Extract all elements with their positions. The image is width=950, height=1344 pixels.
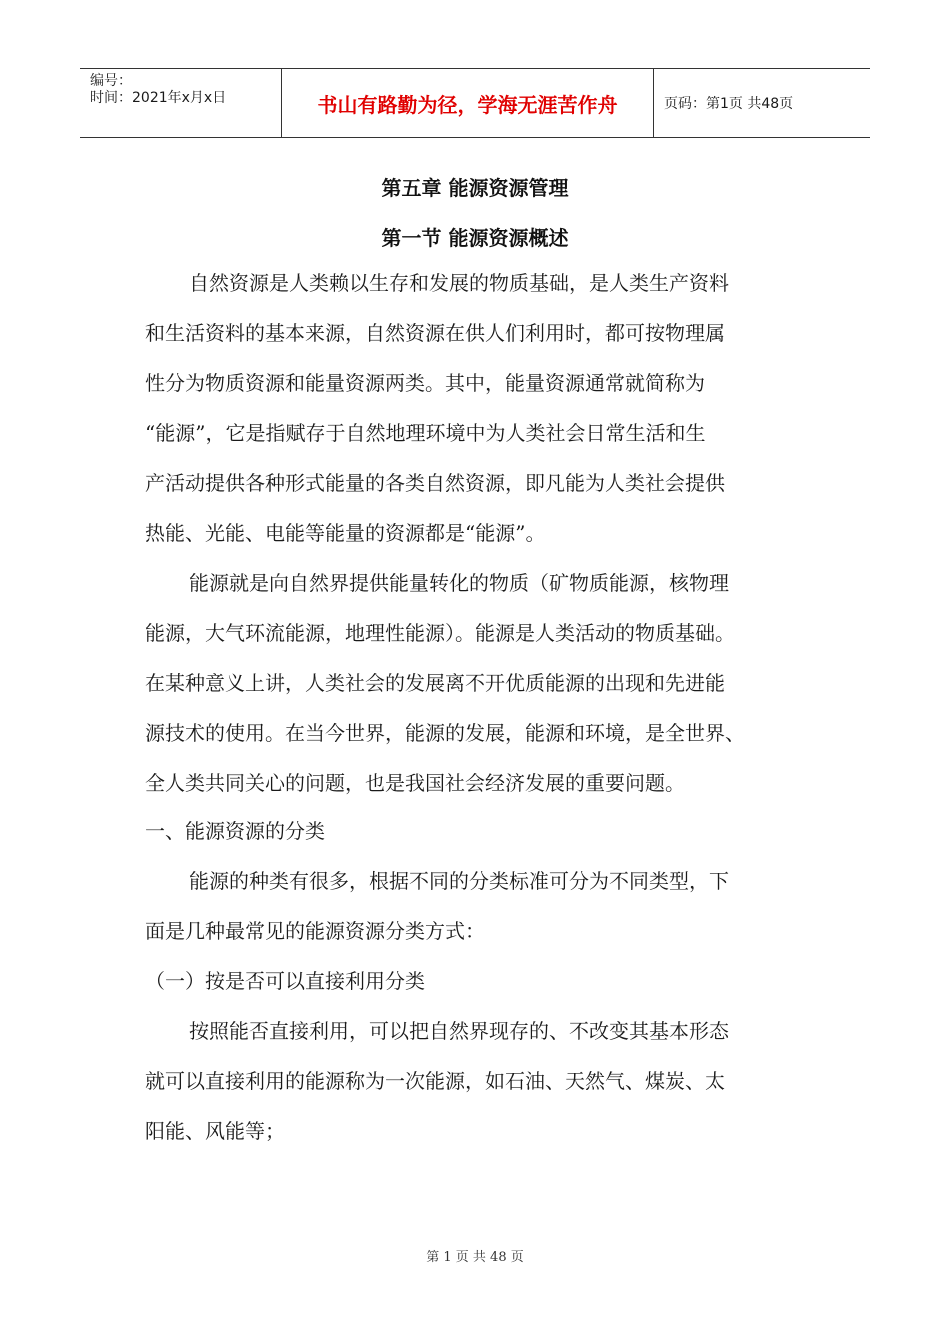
section-title: 第一节 能源资源概述	[381, 226, 569, 250]
paragraph-4	[145, 1006, 835, 1156]
paragraph-line: 产活动提供各种形式能量的各类自然资源，即凡能为人类社会提供	[145, 471, 725, 495]
heading-direct-use	[145, 956, 835, 1006]
header-motto: 书山有路勤为径，学海无涯苦作舟	[282, 69, 654, 137]
paragraph-line: 性分为物质资源和能量资源两类。其中，能量资源通常就简称为	[145, 371, 705, 395]
chapter-title: 第五章 能源资源管理	[381, 176, 569, 200]
paragraph-line: 和生活资料的基本来源，自然资源在供人们利用时，都可按物理属	[145, 321, 725, 345]
paragraph-line: 自然资源是人类赖以生存和发展的物质基础，是人类生产资料	[189, 271, 729, 295]
paragraph-line: 能源的种类有很多，根据不同的分类标准可分为不同类型，下	[189, 869, 729, 893]
page-footer: 第 1 页 共 48 页	[426, 1250, 524, 1265]
paragraph-3	[145, 856, 835, 956]
page-header	[80, 68, 870, 138]
paragraph-line: 阳能、风能等；	[145, 1119, 285, 1143]
paragraph-line: 就可以直接利用的能源称为一次能源，如石油、天然气、煤炭、太	[145, 1069, 725, 1093]
section-heading: 一、能源资源的分类	[145, 819, 325, 843]
paragraph-1	[145, 258, 835, 558]
paragraph-line: 面是几种最常见的能源资源分类方式：	[145, 919, 485, 943]
serial-label: 编号：	[90, 73, 132, 89]
paragraph-line: 全人类共同关心的问题，也是我国社会经济发展的重要问题。	[145, 771, 685, 795]
paragraph-line: 源技术的使用。在当今世界，能源的发展，能源和环境，是全世界、	[145, 721, 745, 745]
paragraph-line: 热能、光能、电能等能量的资源都是“能源”。	[145, 521, 546, 545]
header-meta	[80, 69, 282, 137]
paragraph-line: 在某种意义上讲，人类社会的发展离不开优质能源的出现和先进能	[145, 671, 725, 695]
header-page-label: 页码：第1页 共48页	[664, 96, 794, 112]
paragraph-line: “能源”，它是指赋存于自然地理环境中为人类社会日常生活和生	[145, 421, 706, 445]
heading-classification	[145, 806, 835, 856]
paragraph-line: 能源，大气环流能源，地理性能源）。能源是人类活动的物质基础。	[145, 621, 735, 645]
subsection-heading: （一）按是否可以直接利用分类	[145, 969, 425, 993]
paragraph-2	[145, 558, 835, 808]
paragraph-line: 按照能否直接利用，可以把自然界现存的、不改变其基本形态	[189, 1019, 729, 1043]
date-label: 时间：2021年x月x日	[90, 90, 227, 106]
paragraph-line: 能源就是向自然界提供能量转化的物质（矿物质能源，核物理	[189, 571, 729, 595]
